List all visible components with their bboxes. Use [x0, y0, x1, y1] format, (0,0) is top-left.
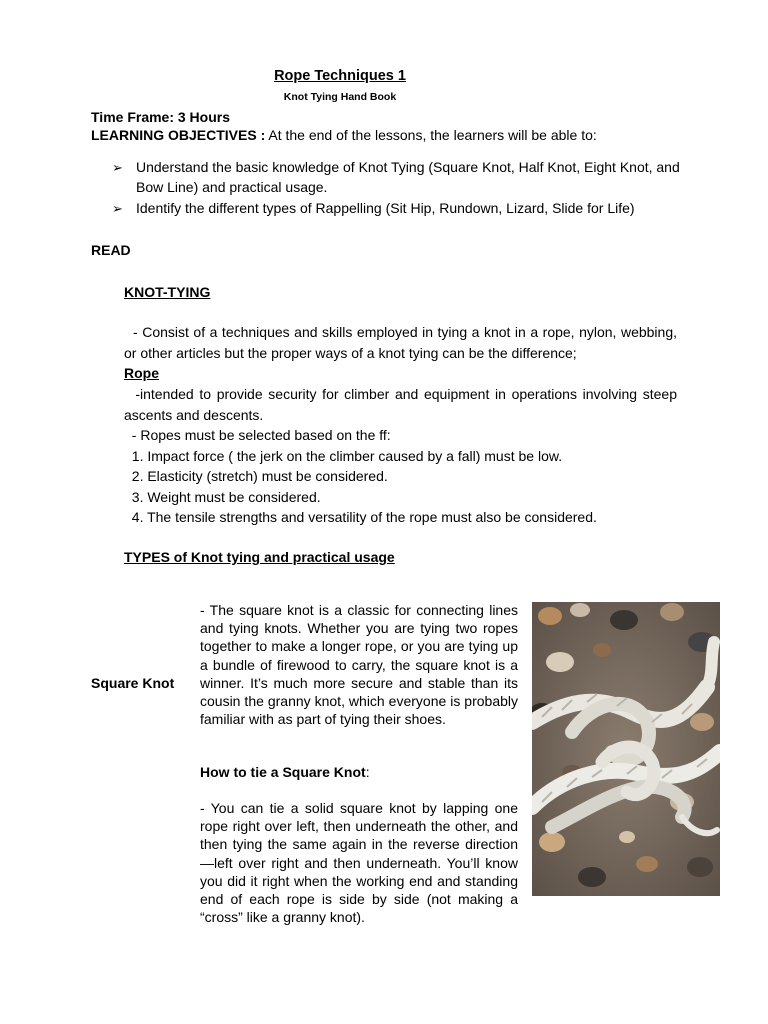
page-title: Rope Techniques 1 — [274, 68, 406, 84]
arrow-bullet-icon: ➢ — [112, 160, 123, 175]
bullet-text: Identify the different types of Rappelling (Sit Hip, Rundown, Lizard, Slide for Life) — [136, 200, 635, 216]
learning-objectives — [91, 127, 597, 143]
rope-heading: Rope — [124, 365, 159, 381]
knot-tying-heading: KNOT-TYING — [124, 284, 211, 300]
time-frame: Time Frame: 3 Hours — [91, 109, 231, 125]
rope-criterion: 3. Weight must be considered. — [124, 489, 321, 505]
rope-criterion: 4. The tensile strengths and versatility of the rope must also be considered. — [124, 509, 597, 525]
square-knot-instructions: - You can tie a solid square knot by lapping one rope right over left, then underneath the other, and then tying the same again in the reverse direction—left over right and then underneath. You’ll know you did it right when the working end and standing end of each rope is side by side (not making a “cross” like a granny knot). — [200, 800, 518, 926]
objectives-text: At the end of the lessons, the learners will be able to: — [265, 127, 597, 143]
objectives-list — [112, 158, 682, 221]
rope-knot-photo — [532, 602, 720, 896]
bullet-text: Understand the basic knowledge of Knot Tying (Square Knot, Half Knot, Eight Knot, and Bow Line) and practical usage. — [136, 159, 680, 195]
page-subtitle: Knot Tying Hand Book — [283, 91, 397, 103]
how-to-label: How to tie a Square Knot — [200, 764, 366, 780]
rope-criterion: 2. Elasticity (stretch) must be considered. — [124, 468, 388, 484]
rope-criterion: 1. Impact force ( the jerk on the climber caused by a fall) must be low. — [124, 448, 563, 464]
rope-description: -intended to provide security for climber and equipment in operations involving steep ascents and descents. — [124, 386, 681, 423]
read-heading: READ — [91, 242, 131, 258]
objectives-label: LEARNING OBJECTIVES : — [91, 127, 266, 143]
arrow-bullet-icon: ➢ — [112, 201, 123, 216]
how-to-heading — [200, 764, 370, 780]
types-heading: TYPES of Knot tying and practical usage — [124, 549, 395, 565]
how-to-colon: : — [365, 764, 370, 780]
rope-selection-intro: - Ropes must be selected based on the ff: — [124, 427, 391, 443]
list-item — [112, 199, 682, 219]
rope-knot-image — [532, 602, 720, 896]
square-knot-description: - The square knot is a classic for connecting lines and tying knots. Whether you are tying two ropes together to make a longer rope, or you are tying up a bundle of firewood to carry, the square knot is a winner. It’s much more secure and stable than its cousin the granny knot, which everyone is probably familiar with as part of tying their shoes. — [200, 602, 518, 728]
square-knot-label: Square Knot — [91, 675, 175, 691]
knot-tying-intro: - Consist of a techniques and skills employed in tying a knot in a rope, nylon, webbing, or other articles but the proper ways of a knot tying can be the difference; — [124, 324, 681, 361]
list-item — [112, 158, 682, 197]
